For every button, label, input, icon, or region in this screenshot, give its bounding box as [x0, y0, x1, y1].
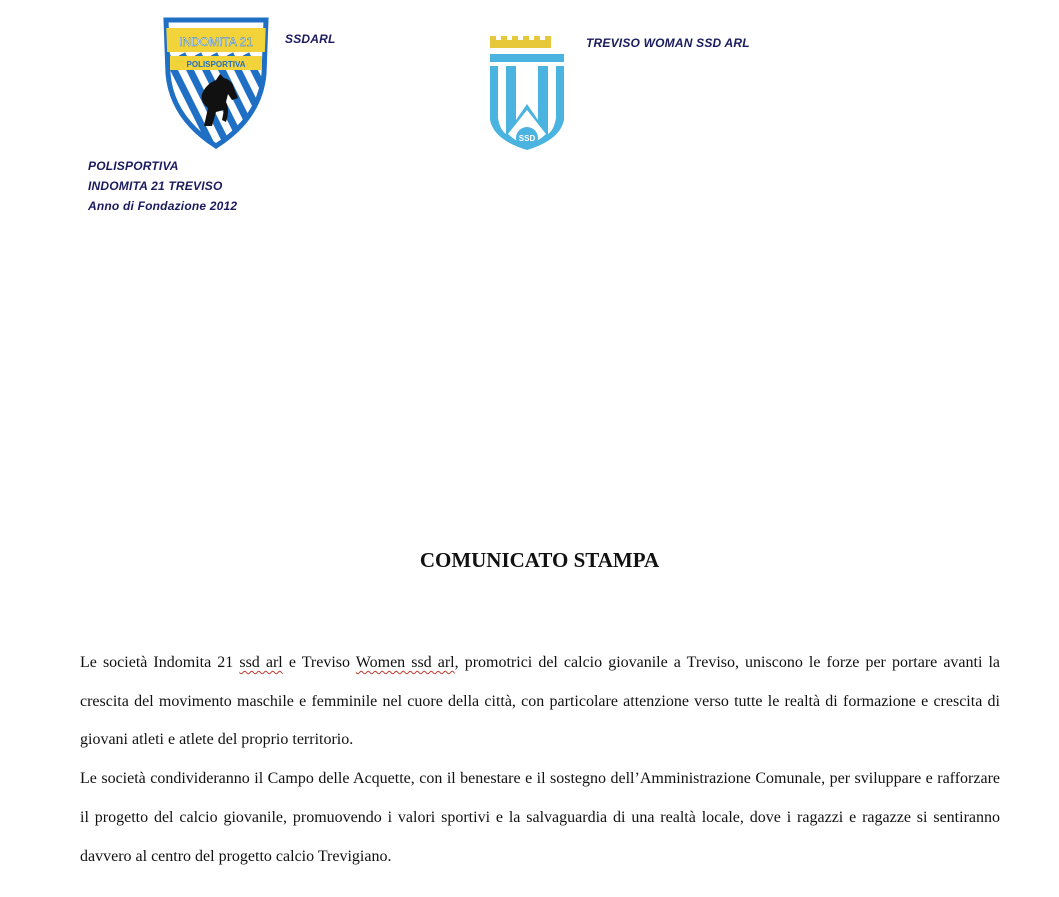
paragraph-2: Le società condivideranno il Campo delle Acquette, con il benestare e il sostegno dell’Amministrazione Comunale, per sviluppare e rafforzare il progetto del calcio giovanile, promuovendo i valori sportivi e la salvaguardia di una realtà locale, dove i ragazzi e ragazze si sentiranno davvero al centro del progetto calcio Trevigiano. — [80, 770, 1000, 865]
text-run: Le società Indomita 21 — [80, 654, 240, 671]
spellcheck-word: Women ssd arl — [355, 654, 455, 671]
paragraph-1 — [80, 644, 1000, 760]
treviso-woman-name: TREVISO WOMAN SSD ARL — [586, 36, 750, 50]
indomita-shield-logo-icon — [160, 14, 272, 150]
treviso-woman-logo-icon — [486, 34, 568, 152]
spellcheck-word: ssd arl — [239, 654, 283, 671]
logo-badge-text: SSD — [518, 134, 536, 143]
ssdarl-label: SSDARL — [285, 32, 336, 46]
club-info-line: Anno di Fondazione 2012 — [88, 199, 238, 213]
logo-band-text: INDOMITA 21 — [179, 35, 253, 49]
text-run: e Treviso — [282, 654, 356, 671]
document-body — [80, 644, 1000, 876]
document-title: COMUNICATO STAMPA — [419, 548, 660, 572]
logo-ribbon-text: POLISPORTIVA — [186, 60, 246, 69]
club-info-line: POLISPORTIVA — [88, 159, 179, 173]
club-info-line: INDOMITA 21 TREVISO — [88, 179, 223, 193]
club-info — [88, 156, 237, 216]
text-run: , promotrici del calcio giovanile a Treviso, uniscono le forze per portare avanti la crescita del movimento maschile e femminile nel cuore della città, con particolare attenzione verso tutte le realtà di formazione e crescita di giovani atleti e atlete del proprio territorio. — [80, 654, 1001, 749]
